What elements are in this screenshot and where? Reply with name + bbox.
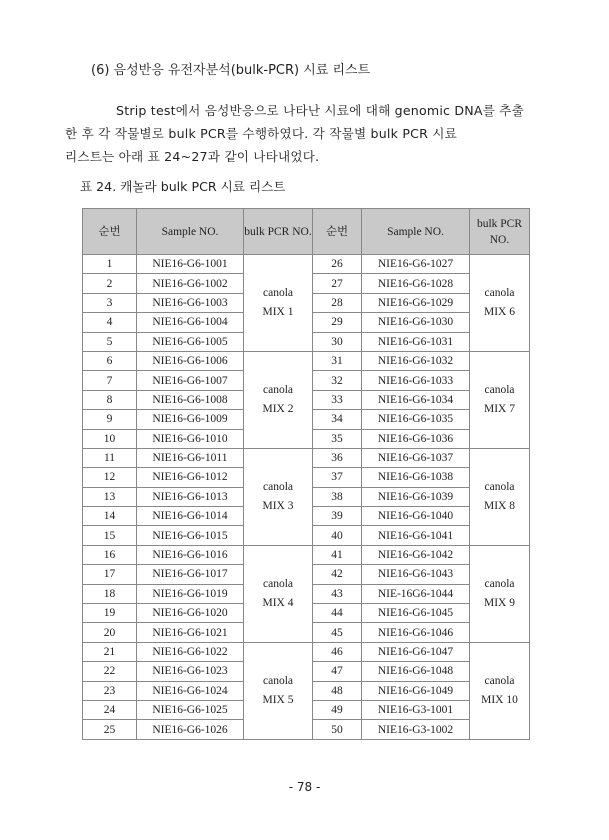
sample-cell: NIE16-G6-1003 xyxy=(137,293,244,312)
sample-table xyxy=(82,208,530,740)
mix-label: canola xyxy=(484,286,515,299)
table-row xyxy=(83,642,530,661)
sample-cell: NIE16-G6-1040 xyxy=(362,507,470,526)
seq-cell: 1 xyxy=(83,255,137,274)
sample-cell: NIE16-G6-1049 xyxy=(362,681,470,700)
sample-cell: NIE16-G6-1007 xyxy=(137,371,244,390)
seq-cell: 16 xyxy=(83,545,137,564)
sample-cell: NIE16-G6-1037 xyxy=(362,448,470,467)
sample-cell: NIE16-G3-1001 xyxy=(362,700,470,719)
bulk-pcr-cell xyxy=(244,545,313,642)
seq-cell: 50 xyxy=(313,720,362,739)
mix-label: canola xyxy=(262,674,293,687)
seq-cell: 20 xyxy=(83,623,137,642)
sample-cell: NIE16-G6-1017 xyxy=(137,565,244,584)
sample-cell: NIE16-G6-1019 xyxy=(137,584,244,603)
sample-cell: NIE16-G6-1013 xyxy=(137,487,244,506)
seq-cell: 10 xyxy=(83,429,137,448)
sample-cell: NIE16-G6-1033 xyxy=(362,371,470,390)
bulk-pcr-cell xyxy=(470,255,530,352)
seq-cell: 36 xyxy=(313,448,362,467)
table-row xyxy=(83,255,530,274)
seq-cell: 25 xyxy=(83,720,137,739)
seq-cell: 2 xyxy=(83,274,137,293)
mix-label: MIX 5 xyxy=(262,693,294,706)
table-row xyxy=(83,545,530,564)
sample-cell: NIE-16G6-1044 xyxy=(362,584,470,603)
sample-cell: NIE16-G6-1009 xyxy=(137,410,244,429)
seq-cell: 13 xyxy=(83,487,137,506)
seq-cell: 34 xyxy=(313,410,362,429)
seq-cell: 47 xyxy=(313,662,362,681)
sample-cell: NIE16-G6-1025 xyxy=(137,700,244,719)
sample-cell: NIE16-G6-1027 xyxy=(362,255,470,274)
mix-label: canola xyxy=(262,286,293,299)
mix-label: canola xyxy=(262,577,293,590)
sample-cell: NIE16-G6-1048 xyxy=(362,662,470,681)
sample-cell: NIE16-G6-1024 xyxy=(137,681,244,700)
mix-label: MIX 6 xyxy=(484,305,515,318)
paragraph-line: 리스트는 아래 표 24~27과 같이 나타내었다. xyxy=(65,149,320,164)
sample-cell: NIE16-G6-1011 xyxy=(137,448,244,467)
header-sample: Sample NO. xyxy=(137,209,244,255)
seq-cell: 12 xyxy=(83,468,137,487)
mix-label: MIX 2 xyxy=(262,402,294,415)
sample-cell: NIE16-G6-1028 xyxy=(362,274,470,293)
seq-cell: 42 xyxy=(313,565,362,584)
sample-cell: NIE16-G3-1002 xyxy=(362,720,470,739)
bulk-pcr-cell xyxy=(244,255,313,352)
page-number: - 78 - xyxy=(288,780,321,794)
mix-label: canola xyxy=(484,674,515,687)
sample-cell: NIE16-G6-1026 xyxy=(137,720,244,739)
seq-cell: 30 xyxy=(313,332,362,351)
sample-cell: NIE16-G6-1023 xyxy=(137,662,244,681)
sample-cell: NIE16-G6-1006 xyxy=(137,351,244,370)
sample-cell: NIE16-G6-1008 xyxy=(137,390,244,409)
seq-cell: 31 xyxy=(313,351,362,370)
sample-cell: NIE16-G6-1038 xyxy=(362,468,470,487)
mix-label: MIX 3 xyxy=(262,499,294,512)
seq-cell: 41 xyxy=(313,545,362,564)
sample-cell: NIE16-G6-1002 xyxy=(137,274,244,293)
seq-cell: 38 xyxy=(313,487,362,506)
header-seq: 순번 xyxy=(313,209,362,255)
bulk-pcr-cell xyxy=(470,642,530,739)
seq-cell: 35 xyxy=(313,429,362,448)
sample-cell: NIE16-G6-1016 xyxy=(137,545,244,564)
bulk-pcr-cell xyxy=(470,351,530,448)
seq-cell: 4 xyxy=(83,313,137,332)
seq-cell: 37 xyxy=(313,468,362,487)
bulk-pcr-cell xyxy=(244,448,313,545)
sample-cell: NIE16-G6-1001 xyxy=(137,255,244,274)
paragraph-line: 한 후 각 작물별로 bulk PCR를 수행하였다. 각 작물별 bulk PCR 시료 xyxy=(65,126,457,141)
seq-cell: 9 xyxy=(83,410,137,429)
mix-label: canola xyxy=(484,577,515,590)
header-bulk: bulk PCR NO. xyxy=(470,209,530,255)
sample-cell: NIE16-G6-1021 xyxy=(137,623,244,642)
seq-cell: 11 xyxy=(83,448,137,467)
table-caption: 표 24. 캐놀라 bulk PCR 시료 리스트 xyxy=(80,179,286,194)
seq-cell: 15 xyxy=(83,526,137,545)
seq-cell: 29 xyxy=(313,313,362,332)
sample-cell: NIE16-G6-1045 xyxy=(362,604,470,623)
seq-cell: 22 xyxy=(83,662,137,681)
seq-cell: 39 xyxy=(313,507,362,526)
seq-cell: 19 xyxy=(83,604,137,623)
mix-label: MIX 1 xyxy=(262,305,294,318)
sample-cell: NIE16-G6-1015 xyxy=(137,526,244,545)
sample-cell: NIE16-G6-1030 xyxy=(362,313,470,332)
sample-cell: NIE16-G6-1020 xyxy=(137,604,244,623)
seq-cell: 14 xyxy=(83,507,137,526)
sample-cell: NIE16-G6-1039 xyxy=(362,487,470,506)
mix-label: MIX 9 xyxy=(484,596,515,609)
seq-cell: 45 xyxy=(313,623,362,642)
mix-label: MIX 4 xyxy=(262,596,294,609)
seq-cell: 24 xyxy=(83,700,137,719)
seq-cell: 8 xyxy=(83,390,137,409)
mix-label: canola xyxy=(262,383,293,396)
seq-cell: 17 xyxy=(83,565,137,584)
seq-cell: 18 xyxy=(83,584,137,603)
seq-cell: 26 xyxy=(313,255,362,274)
sample-cell: NIE16-G6-1034 xyxy=(362,390,470,409)
header-bulk: bulk PCR NO. xyxy=(244,209,313,255)
sample-cell: NIE16-G6-1036 xyxy=(362,429,470,448)
seq-cell: 5 xyxy=(83,332,137,351)
header-sample: Sample NO. xyxy=(362,209,470,255)
sample-cell: NIE16-G6-1004 xyxy=(137,313,244,332)
seq-cell: 7 xyxy=(83,371,137,390)
paragraph-line: Strip test에서 음성반응으로 나타난 시료에 대해 genomic DNA를 추출 xyxy=(116,103,525,118)
sample-cell: NIE16-G6-1010 xyxy=(137,429,244,448)
mix-label: canola xyxy=(484,383,515,396)
bulk-pcr-cell xyxy=(470,448,530,545)
seq-cell: 28 xyxy=(313,293,362,312)
seq-cell: 40 xyxy=(313,526,362,545)
section-heading: (6) 음성반응 유전자분석(bulk-PCR) 시료 리스트 xyxy=(91,63,371,78)
seq-cell: 33 xyxy=(313,390,362,409)
sample-cell: NIE16-G6-1031 xyxy=(362,332,470,351)
seq-cell: 46 xyxy=(313,642,362,661)
seq-cell: 3 xyxy=(83,293,137,312)
table-row xyxy=(83,351,530,370)
seq-cell: 44 xyxy=(313,604,362,623)
seq-cell: 6 xyxy=(83,351,137,370)
mix-label: canola xyxy=(484,480,515,493)
sample-cell: NIE16-G6-1046 xyxy=(362,623,470,642)
sample-cell: NIE16-G6-1005 xyxy=(137,332,244,351)
sample-cell: NIE16-G6-1014 xyxy=(137,507,244,526)
seq-cell: 48 xyxy=(313,681,362,700)
mix-label: MIX 8 xyxy=(484,499,515,512)
mix-label: MIX 10 xyxy=(481,693,518,706)
sample-cell: NIE16-G6-1012 xyxy=(137,468,244,487)
sample-cell: NIE16-G6-1035 xyxy=(362,410,470,429)
header-seq: 순번 xyxy=(83,209,137,255)
seq-cell: 27 xyxy=(313,274,362,293)
sample-cell: NIE16-G6-1032 xyxy=(362,351,470,370)
seq-cell: 23 xyxy=(83,681,137,700)
sample-cell: NIE16-G6-1047 xyxy=(362,642,470,661)
bulk-pcr-cell xyxy=(470,545,530,642)
sample-cell: NIE16-G6-1029 xyxy=(362,293,470,312)
sample-cell: NIE16-G6-1043 xyxy=(362,565,470,584)
seq-cell: 43 xyxy=(313,584,362,603)
mix-label: canola xyxy=(262,480,293,493)
sample-cell: NIE16-G6-1042 xyxy=(362,545,470,564)
table-header-row xyxy=(83,209,530,255)
mix-label: MIX 7 xyxy=(484,402,515,415)
sample-cell: NIE16-G6-1022 xyxy=(137,642,244,661)
seq-cell: 21 xyxy=(83,642,137,661)
bulk-pcr-cell xyxy=(244,642,313,739)
bulk-pcr-cell xyxy=(244,351,313,448)
table-row xyxy=(83,448,530,467)
sample-cell: NIE16-G6-1041 xyxy=(362,526,470,545)
seq-cell: 49 xyxy=(313,700,362,719)
seq-cell: 32 xyxy=(313,371,362,390)
